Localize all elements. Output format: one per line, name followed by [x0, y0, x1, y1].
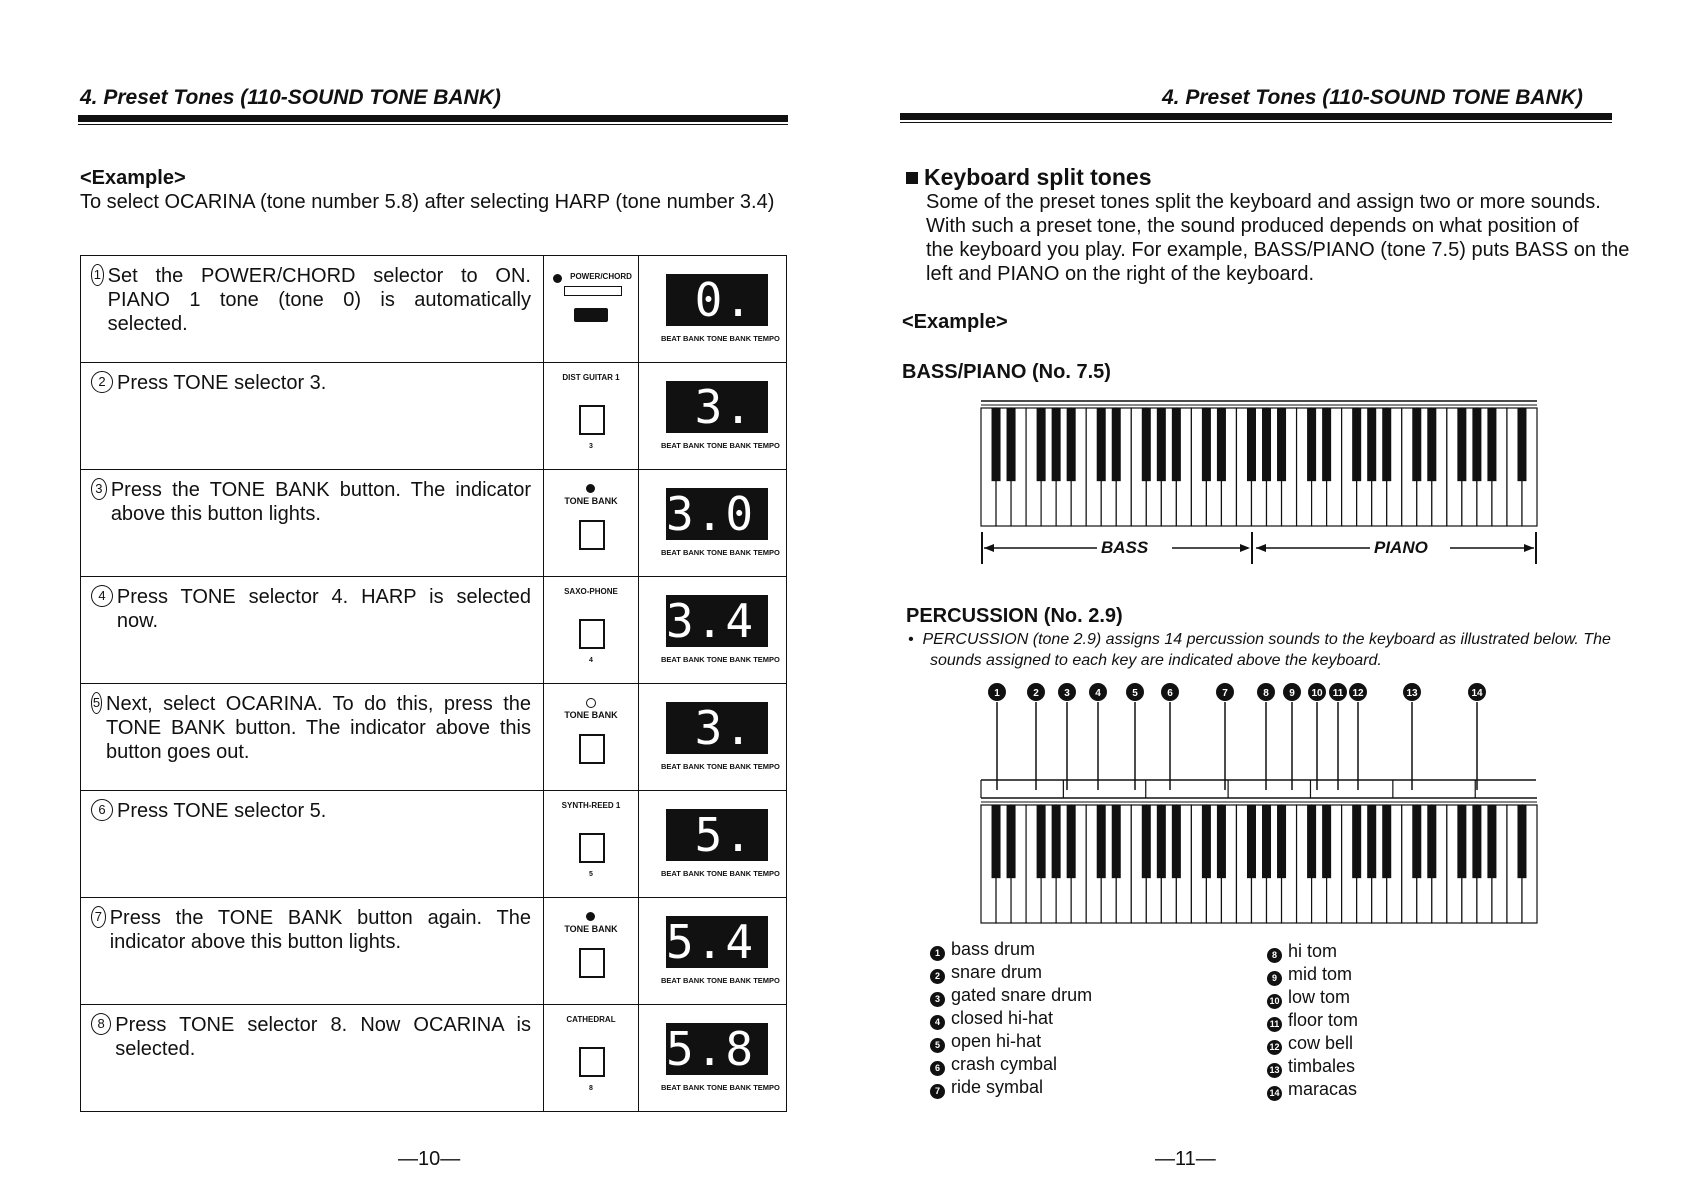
black-key — [1112, 408, 1121, 481]
step-text: Press TONE selector 5. — [117, 800, 327, 822]
step-text: Next, select OCARINA. To do this, press the TONE BANK button. The indicator above this button goes out. — [106, 693, 531, 763]
step-description — [81, 791, 544, 898]
lcd-labels: BEAT BANK TONE BANK TEMPO — [661, 548, 780, 557]
piano-label: PIANO — [1370, 538, 1432, 558]
percussion-marker-number: 2 — [1033, 688, 1039, 699]
step-display-cell — [639, 791, 787, 898]
black-key — [1487, 408, 1496, 481]
legend-number-icon: 9 — [1267, 971, 1282, 986]
black-key — [1202, 408, 1211, 481]
legend-item — [1267, 1009, 1358, 1032]
legend-item — [930, 961, 1092, 984]
step-text: Press the TONE BANK button. The indicator above this button lights. — [110, 479, 531, 525]
legend-sound-name: closed hi-hat — [951, 1008, 1054, 1028]
legend-sound-name: maracas — [1288, 1079, 1358, 1099]
black-key — [1307, 805, 1316, 878]
legend-number-icon: 2 — [930, 969, 945, 984]
selector-track-icon — [564, 286, 622, 296]
legend-sound-name: ride symbal — [951, 1077, 1044, 1097]
legend-number-icon: 11 — [1267, 1017, 1282, 1032]
button-label: DIST GUITAR 1 — [562, 373, 620, 382]
percussion-marker-number: 3 — [1064, 688, 1070, 699]
black-key — [1007, 805, 1016, 878]
legend-item — [1267, 986, 1358, 1009]
black-key — [1457, 408, 1466, 481]
percussion-marker-number: 5 — [1132, 688, 1138, 699]
example-label: <Example> — [80, 167, 186, 189]
black-key — [1142, 408, 1151, 481]
tone-bank-button[interactable] — [579, 734, 605, 764]
button-label: SYNTH-REED 1 — [561, 801, 621, 810]
button-number: 4 — [589, 657, 593, 664]
black-key — [1037, 408, 1046, 481]
legend-number-icon: 4 — [930, 1015, 945, 1030]
lcd-labels: BEAT BANK TONE BANK TEMPO — [661, 655, 780, 664]
step-display-cell — [639, 898, 787, 1005]
step-row — [81, 363, 787, 470]
black-key — [1322, 805, 1331, 878]
step-text: Set the POWER/CHORD selector to ON. PIANO 1 tone (tone 0) is automatically selected. — [107, 265, 531, 335]
lcd-labels: BEAT BANK TONE BANK TEMPO — [661, 762, 780, 771]
black-key — [1487, 805, 1496, 878]
page-header-right: 4. Preset Tones (110-SOUND TONE BANK) — [1162, 86, 1583, 109]
black-key — [1367, 805, 1376, 878]
lcd-display: 3. — [666, 381, 768, 433]
step-number: 1 — [91, 264, 104, 286]
percussion-marker-number: 13 — [1406, 688, 1418, 699]
tone-bank-button[interactable] — [579, 948, 605, 978]
step-display-cell — [639, 1005, 787, 1112]
step-button-cell — [544, 791, 639, 898]
power-switch-icon[interactable] — [574, 308, 608, 322]
legend-item — [1267, 963, 1358, 986]
black-key — [1517, 408, 1526, 481]
lcd-labels: BEAT BANK TONE BANK TEMPO — [661, 441, 780, 450]
legend-item — [1267, 1055, 1358, 1078]
button-label: TONE BANK — [564, 496, 618, 506]
black-key — [1307, 408, 1316, 481]
step-number: 5 — [91, 692, 102, 714]
black-key — [1112, 805, 1121, 878]
black-key — [1097, 408, 1106, 481]
section-body-line-4: left and PIANO on the right of the keyboard. — [926, 263, 1315, 285]
legend-item — [1267, 1032, 1358, 1055]
black-key — [1427, 408, 1436, 481]
black-key — [1427, 805, 1436, 878]
section-title-text: Keyboard split tones — [924, 164, 1152, 190]
step-button-cell — [544, 1005, 639, 1112]
percussion-marker-number: 1 — [994, 688, 1000, 699]
legend-item — [930, 1076, 1092, 1099]
legend-item — [930, 1030, 1092, 1053]
black-key — [992, 408, 1001, 481]
legend-sound-name: timbales — [1288, 1056, 1356, 1076]
button-number: 5 — [589, 871, 593, 878]
header-rule — [900, 113, 1612, 120]
legend-number-icon: 5 — [930, 1038, 945, 1053]
legend-sound-name: crash cymbal — [951, 1054, 1058, 1074]
black-key — [1172, 408, 1181, 481]
split-arrows — [980, 528, 1538, 568]
step-button-cell — [544, 256, 639, 363]
black-key — [1172, 805, 1181, 878]
page-header-left: 4. Preset Tones (110-SOUND TONE BANK) — [80, 86, 501, 109]
keyboard-percussion — [980, 795, 1538, 925]
black-key — [992, 805, 1001, 878]
black-key — [1457, 805, 1466, 878]
step-number: 6 — [91, 799, 113, 821]
step-row — [81, 898, 787, 1005]
black-key — [1217, 408, 1226, 481]
percussion-marker-number: 12 — [1352, 688, 1364, 699]
black-key — [1277, 408, 1286, 481]
lcd-display: 5. — [666, 809, 768, 861]
percussion-marker-number: 6 — [1167, 688, 1173, 699]
page-number-left: —10— — [398, 1148, 461, 1170]
percussion-key-markers — [980, 680, 1538, 810]
legend-sound-name: low tom — [1288, 987, 1351, 1007]
black-key — [1157, 805, 1166, 878]
step-description — [81, 470, 544, 577]
black-key — [1157, 408, 1166, 481]
black-key — [1067, 805, 1076, 878]
legend-number-icon: 13 — [1267, 1063, 1282, 1078]
button-number: 3 — [589, 443, 593, 450]
step-display-cell — [639, 577, 787, 684]
black-key — [1052, 408, 1061, 481]
section-body-line-1: Some of the preset tones split the keyboard and assign two or more sounds. — [926, 191, 1601, 213]
lcd-display: 3. — [666, 702, 768, 754]
tone-bank-button[interactable] — [579, 520, 605, 550]
step-description — [81, 898, 544, 1005]
legend-number-icon: 6 — [930, 1061, 945, 1076]
black-key — [1262, 805, 1271, 878]
legend-sound-name: snare drum — [951, 962, 1043, 982]
black-key — [1007, 408, 1016, 481]
tone-bank-indicator-icon — [586, 912, 595, 921]
keyboard-bass-piano — [980, 398, 1538, 528]
step-text: Press the TONE BANK button again. The indicator above this button lights. — [109, 907, 531, 953]
black-key — [1352, 408, 1361, 481]
bullet-square-icon — [906, 172, 918, 184]
page-number-right: —11— — [1155, 1148, 1216, 1170]
black-key — [1247, 805, 1256, 878]
example-intro: To select OCARINA (tone number 5.8) after selecting HARP (tone number 3.4) — [80, 191, 775, 213]
legend-item — [1267, 940, 1358, 963]
tone-selector-button[interactable] — [579, 405, 605, 435]
tone-selector-button[interactable] — [579, 1047, 605, 1077]
percussion-marker-number: 7 — [1222, 688, 1228, 699]
button-label: POWER/CHORD — [570, 272, 632, 281]
step-description — [81, 256, 544, 363]
legend-number-icon: 10 — [1267, 994, 1282, 1009]
percussion-marker-number: 4 — [1095, 688, 1101, 699]
percussion-marker-number: 14 — [1471, 688, 1483, 699]
header-rule-thin — [78, 124, 788, 125]
header-rule-thin — [900, 122, 1612, 123]
lcd-labels: BEAT BANK TONE BANK TEMPO — [661, 334, 780, 343]
lcd-labels: BEAT BANK TONE BANK TEMPO — [661, 869, 780, 878]
lcd-display: 5.8 — [666, 1023, 768, 1075]
tone-bank-indicator-icon — [586, 698, 596, 708]
steps-table — [80, 255, 787, 1112]
black-key — [1142, 805, 1151, 878]
step-button-cell — [544, 363, 639, 470]
black-key — [1262, 408, 1271, 481]
legend-sound-name: gated snare drum — [951, 985, 1093, 1005]
black-key — [1217, 805, 1226, 878]
button-number: 8 — [589, 1085, 593, 1092]
lcd-display: 0. — [666, 274, 768, 326]
legend-item — [930, 1007, 1092, 1030]
button-label: SAXO-PHONE — [564, 587, 618, 596]
legend-item — [930, 984, 1092, 1007]
sound-legend-right — [1267, 940, 1358, 1101]
step-row — [81, 791, 787, 898]
step-button-cell — [544, 684, 639, 791]
button-label: TONE BANK — [564, 924, 618, 934]
legend-item — [930, 938, 1092, 961]
legend-number-icon: 14 — [1267, 1086, 1282, 1101]
step-number: 3 — [91, 478, 107, 500]
step-display-cell — [639, 684, 787, 791]
step-description — [81, 684, 544, 791]
legend-sound-name: cow bell — [1288, 1033, 1354, 1053]
step-number: 2 — [91, 371, 113, 393]
lcd-labels: BEAT BANK TONE BANK TEMPO — [661, 1083, 780, 1092]
step-row — [81, 577, 787, 684]
black-key — [1277, 805, 1286, 878]
black-key — [1352, 805, 1361, 878]
step-display-cell — [639, 470, 787, 577]
right-page — [842, 0, 1684, 1191]
header-rule — [78, 115, 788, 122]
black-key — [1382, 805, 1391, 878]
tone-bank-indicator-icon — [586, 484, 595, 493]
black-key — [1037, 805, 1046, 878]
step-button-cell — [544, 470, 639, 577]
step-row — [81, 470, 787, 577]
legend-item — [930, 1053, 1092, 1076]
step-description — [81, 1005, 544, 1112]
legend-number-icon: 1 — [930, 946, 945, 961]
legend-sound-name: floor tom — [1288, 1010, 1359, 1030]
black-key — [1367, 408, 1376, 481]
section-title — [906, 165, 1151, 189]
button-label: CATHEDRAL — [566, 1015, 616, 1024]
legend-number-icon: 12 — [1267, 1040, 1282, 1055]
percussion-marker-number: 10 — [1311, 688, 1323, 699]
section-body-line-3: the keyboard you play. For example, BASS/PIANO (tone 7.5) puts BASS on the — [926, 239, 1630, 261]
lcd-display: 3.0 — [666, 488, 768, 540]
percussion-marker-number: 9 — [1289, 688, 1295, 699]
step-text: Press TONE selector 4. HARP is selected now. — [116, 586, 531, 632]
step-button-cell — [544, 898, 639, 1005]
legend-sound-name: open hi-hat — [951, 1031, 1042, 1051]
power-led-icon — [553, 274, 562, 283]
black-key — [1052, 805, 1061, 878]
bass-piano-title: BASS/PIANO (No. 7.5) — [902, 361, 1111, 383]
tone-selector-button[interactable] — [579, 619, 605, 649]
legend-number-icon: 8 — [1267, 948, 1282, 963]
sound-legend-left — [930, 938, 1092, 1099]
percussion-title: PERCUSSION (No. 2.9) — [906, 605, 1123, 627]
step-description — [81, 577, 544, 684]
bass-label: BASS — [1097, 538, 1152, 558]
lcd-display: 3.4 — [666, 595, 768, 647]
example-label-right: <Example> — [902, 311, 1008, 333]
black-key — [1382, 408, 1391, 481]
black-key — [1412, 408, 1421, 481]
lcd-labels: BEAT BANK TONE BANK TEMPO — [661, 976, 780, 985]
step-row — [81, 1005, 787, 1112]
percussion-note-text-1: PERCUSSION (tone 2.9) assigns 14 percussion sounds to the keyboard as illustrated below. The — [922, 631, 1611, 648]
legend-item — [1267, 1078, 1358, 1101]
black-key — [1202, 805, 1211, 878]
legend-sound-name: hi tom — [1288, 941, 1338, 961]
percussion-note-line-2: sounds assigned to each key are indicated above the keyboard. — [930, 652, 1382, 669]
legend-sound-name: bass drum — [951, 939, 1036, 959]
black-key — [1517, 805, 1526, 878]
black-key — [1322, 408, 1331, 481]
black-key — [1247, 408, 1256, 481]
black-key — [1472, 805, 1481, 878]
step-number: 8 — [91, 1013, 111, 1035]
percussion-note-line-1: • PERCUSSION (tone 2.9) assigns 14 percussion sounds to the keyboard as illustrated below. The — [908, 631, 1611, 648]
lcd-display: 5.4 — [666, 916, 768, 968]
tone-selector-button[interactable] — [579, 833, 605, 863]
step-button-cell — [544, 577, 639, 684]
step-display-cell — [639, 256, 787, 363]
percussion-marker-number: 11 — [1332, 688, 1344, 699]
percussion-marker-number: 8 — [1263, 688, 1269, 699]
legend-number-icon: 3 — [930, 992, 945, 1007]
black-key — [1067, 408, 1076, 481]
button-label: TONE BANK — [564, 710, 618, 720]
legend-sound-name: mid tom — [1288, 964, 1353, 984]
black-key — [1097, 805, 1106, 878]
step-text: Press TONE selector 8. Now OCARINA is selected. — [115, 1014, 531, 1060]
step-number: 7 — [91, 906, 106, 928]
section-body-line-2: With such a preset tone, the sound produced depends on what position of — [926, 215, 1579, 237]
step-row — [81, 256, 787, 363]
step-display-cell — [639, 363, 787, 470]
step-text: Press TONE selector 3. — [117, 372, 327, 394]
step-description — [81, 363, 544, 470]
black-key — [1472, 408, 1481, 481]
step-number: 4 — [91, 585, 113, 607]
black-key — [1412, 805, 1421, 878]
step-row — [81, 684, 787, 791]
legend-number-icon: 7 — [930, 1084, 945, 1099]
